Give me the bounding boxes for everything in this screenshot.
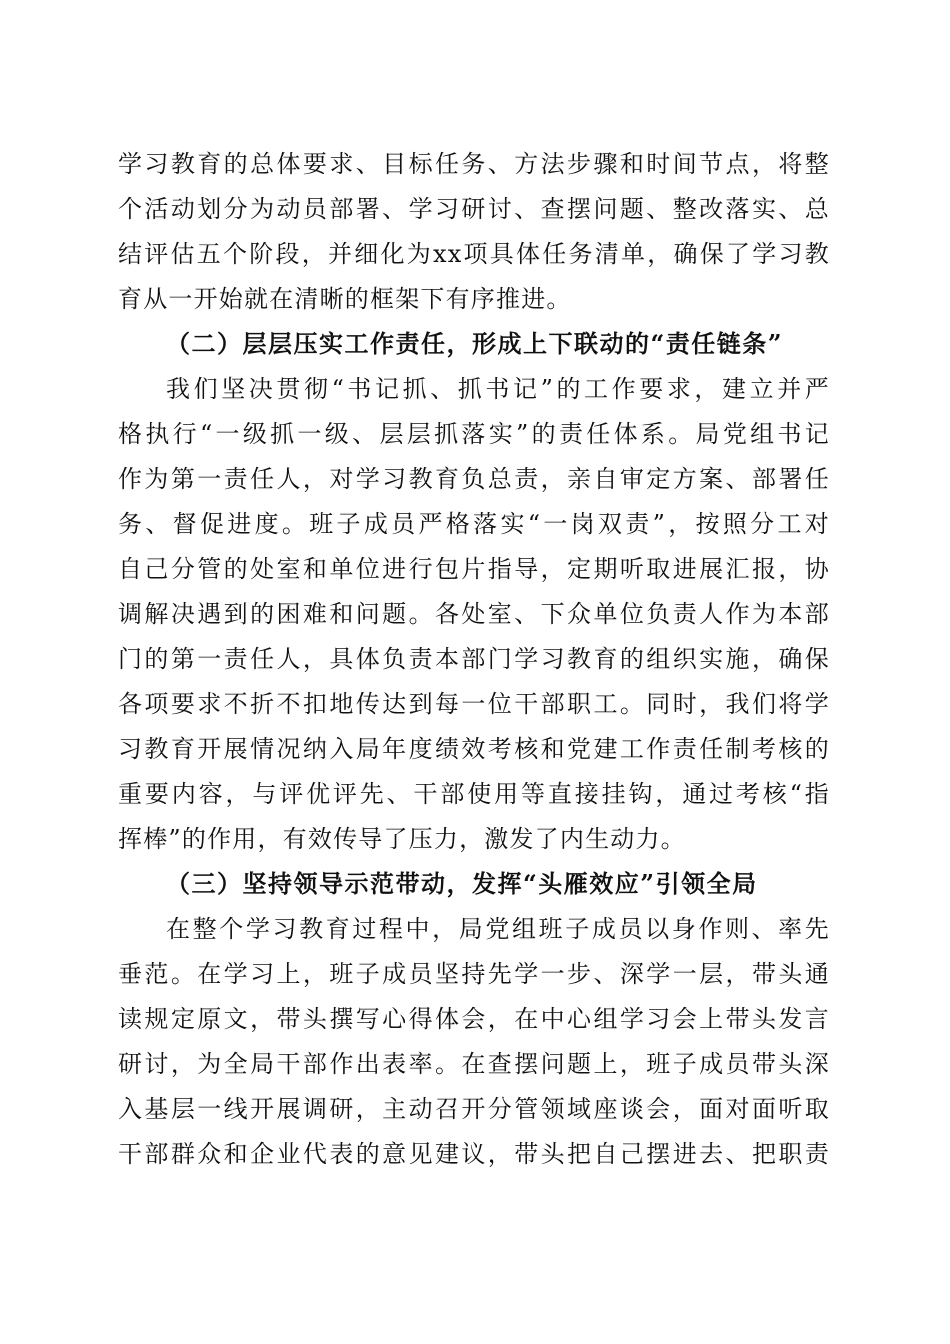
paragraph-line: 读规定原文，带头撰写心得体会，在中心组学习会上带头发言 — [118, 1005, 830, 1033]
paragraph-line: 调解决遇到的困难和问题。各处室、下众单位负责人作为本部 — [118, 600, 830, 628]
paragraph-line: 我们坚决贯彻“书记抓、抓书记”的工作要求，建立并严 — [166, 375, 830, 403]
paragraph-line: 挥棒”的作用，有效传导了压力，激发了内生动力。 — [118, 825, 686, 853]
paragraph-line: 个活动划分为动员部署、学习研讨、查摆问题、整改落实、总 — [118, 195, 830, 223]
paragraph-line: 自己分管的处室和单位进行包片指导，定期听取进展汇报，协 — [118, 555, 830, 583]
paragraph-line: 结评估五个阶段，并细化为xx项具体任务清单，确保了学习教 — [118, 240, 830, 268]
section-heading-2: （二）层层压实工作责任，形成上下联动的“责任链条” — [166, 329, 784, 358]
paragraph-line: 务、督促进度。班子成员严格落实“一岗双责”，按照分工对 — [118, 510, 830, 538]
paragraph-line: 研讨，为全局干部作出表率。在查摆问题上，班子成员带头深 — [118, 1050, 830, 1078]
paragraph-line: 学习教育的总体要求、目标任务、方法步骤和时间节点，将整 — [118, 150, 830, 178]
paragraph-line: 习教育开展情况纳入局年度绩效考核和党建工作责任制考核的 — [118, 735, 830, 763]
paragraph-line: 在整个学习教育过程中，局党组班子成员以身作则、率先 — [166, 915, 830, 943]
section-heading-3: （三）坚持领导示范带动，发挥“头雁效应”引领全局 — [166, 869, 758, 898]
paragraph-line: 垂范。在学习上，班子成员坚持先学一步、深学一层，带头通 — [118, 960, 830, 988]
paragraph-line: 育从一开始就在清晰的框架下有序推进。 — [118, 285, 572, 313]
paragraph-line: 入基层一线开展调研，主动召开分管领域座谈会，面对面听取 — [118, 1095, 830, 1123]
paragraph-line: 格执行“一级抓一级、层层抓落实”的责任体系。局党组书记 — [118, 420, 830, 448]
paragraph-line: 门的第一责任人，具体负责本部门学习教育的组织实施，确保 — [118, 645, 830, 673]
paragraph-line: 各项要求不折不扣地传达到每一位干部职工。同时，我们将学 — [118, 690, 830, 718]
paragraph-line: 重要内容，与评优评先、干部使用等直接挂钩，通过考核“指 — [118, 780, 830, 808]
paragraph-line: 干部群众和企业代表的意见建议，带头把自己摆进去、把职责 — [118, 1140, 830, 1168]
paragraph-line: 作为第一责任人，对学习教育负总责，亲自审定方案、部署任 — [118, 465, 830, 493]
